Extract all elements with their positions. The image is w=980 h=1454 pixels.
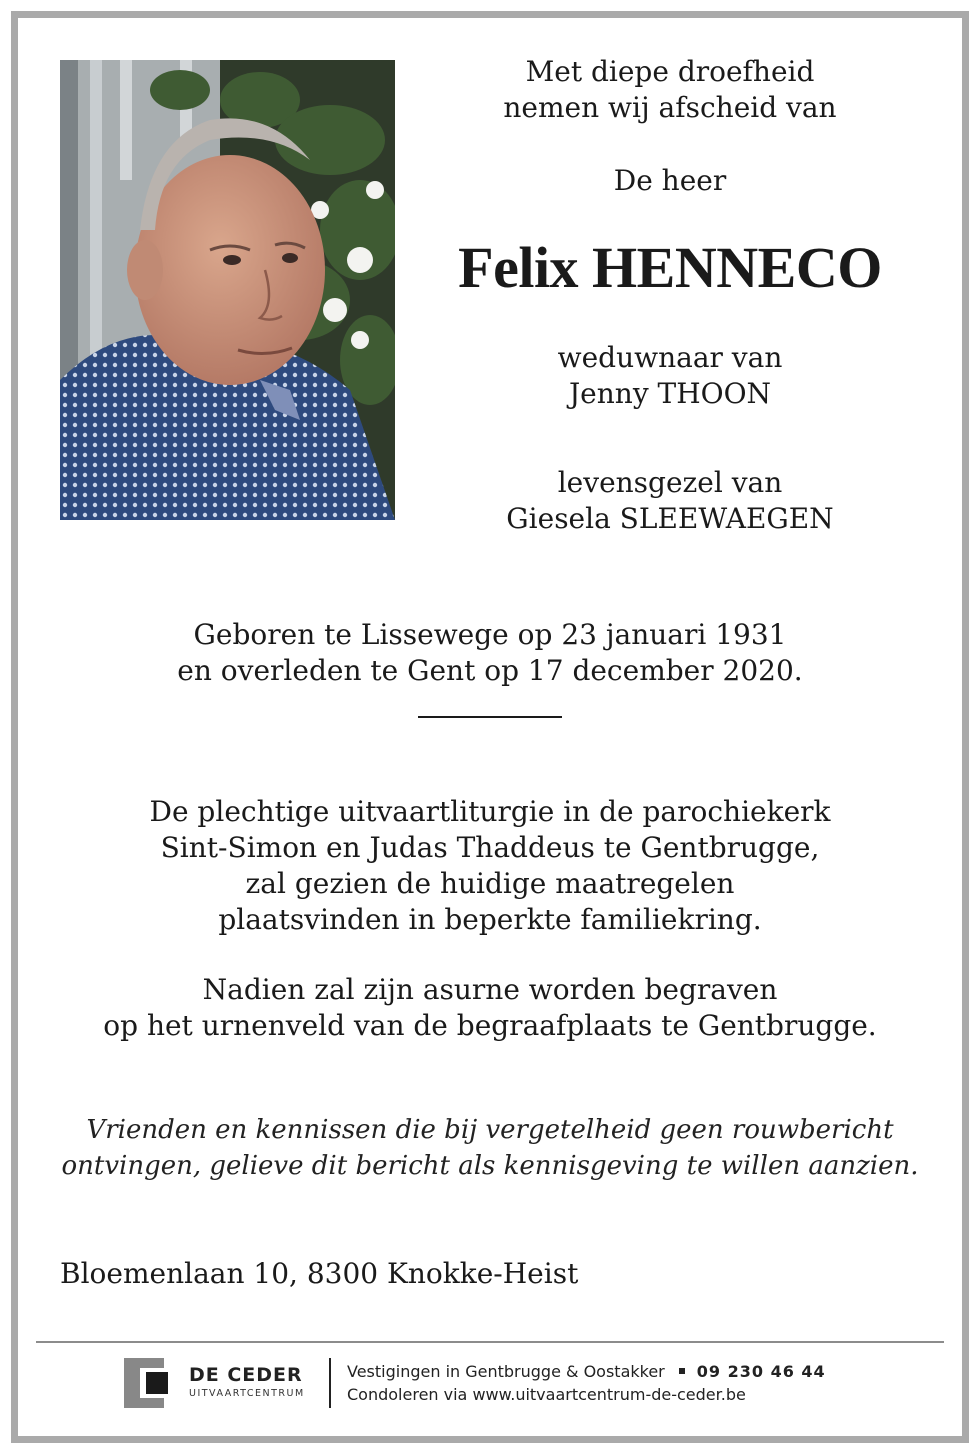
footer-separator <box>329 1358 331 1408</box>
notice-line-2: ontvingen, gelieve dit bericht als kennisgeving te willen aanzien. <box>61 1151 919 1181</box>
partner-label: levensgezel van <box>557 466 783 499</box>
portrait-photo <box>60 60 395 520</box>
intro-text <box>380 54 960 126</box>
dates-block <box>40 617 940 689</box>
logo-name: DE CEDER <box>189 1364 303 1386</box>
bullet-icon <box>679 1368 685 1374</box>
condolences-text: Condoleren via www.uitvaartcentrum-de-ceder.be <box>347 1385 746 1404</box>
widower-label: weduwnaar van <box>557 341 783 374</box>
notice-block <box>40 1112 940 1184</box>
phone-number: 09 230 46 44 <box>696 1362 826 1381</box>
deceased-title: De heer <box>613 164 727 197</box>
home-address: Bloemenlaan 10, 8300 Knokke-Heist <box>60 1257 579 1290</box>
divider-rule <box>418 716 562 718</box>
deceased-name: Felix HENNECO <box>458 235 882 300</box>
footer-info <box>347 1360 826 1406</box>
intro-line-2: nemen wij afscheid van <box>503 91 837 124</box>
partner-of: Giesela SLEEWAEGEN <box>506 502 834 535</box>
locations-text: Vestigingen in Gentbrugge & Oostakker <box>347 1362 665 1381</box>
widower-of: Jenny THOON <box>568 377 772 410</box>
intro-line-1: Met diepe droefheid <box>525 55 815 88</box>
birth-line: Geboren te Lissewege op 23 januari 1931 <box>193 618 787 651</box>
ceremony-block <box>40 794 940 938</box>
footer-divider <box>36 1341 944 1343</box>
burial-block <box>40 972 940 1044</box>
notice-line-1: Vrienden en kennissen die bij vergetelheid geen rouwbericht <box>86 1115 894 1145</box>
ceremony-line-4: plaatsvinden in beperkte familiekring. <box>218 903 762 936</box>
partner-block <box>380 465 960 537</box>
ceremony-line-2: Sint-Simon en Judas Thaddeus te Gentbrugge, <box>160 831 820 864</box>
burial-line-2: op het urnenveld van de begraafplaats te Gentbrugge. <box>103 1009 877 1042</box>
de-ceder-logo <box>189 1364 305 1399</box>
burial-line-1: Nadien zal zijn asurne worden begraven <box>202 973 778 1006</box>
widower-block <box>380 340 960 412</box>
ceremony-line-3: zal gezien de huidige maatregelen <box>245 867 735 900</box>
de-ceder-logo-icon <box>124 1358 180 1408</box>
death-line: en overleden te Gent op 17 december 2020. <box>177 654 803 687</box>
ceremony-line-1: De plechtige uitvaartliturgie in de parochiekerk <box>149 795 831 828</box>
logo-subtitle: UITVAARTCENTRUM <box>189 1388 305 1399</box>
